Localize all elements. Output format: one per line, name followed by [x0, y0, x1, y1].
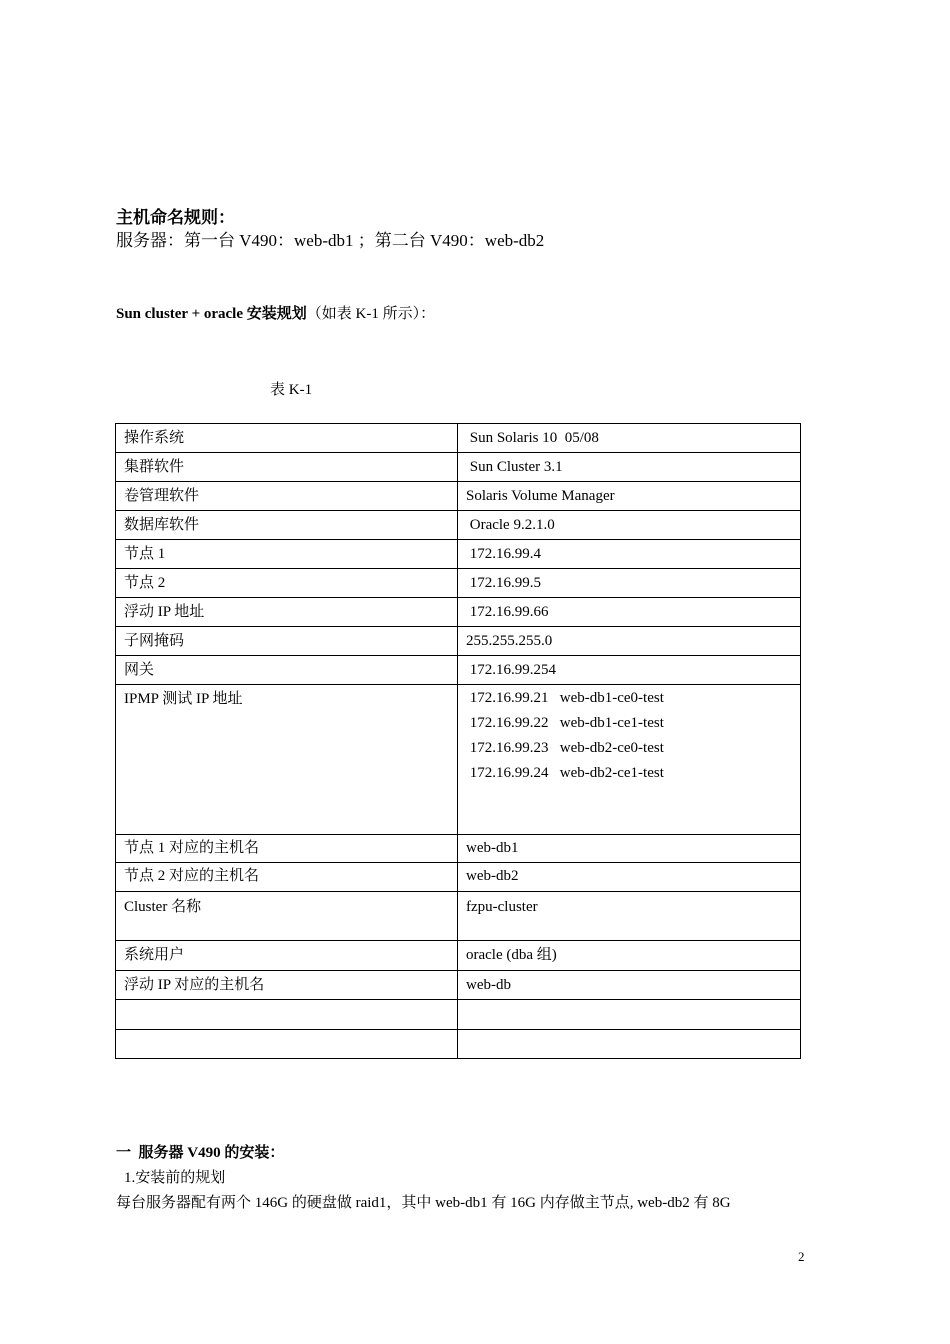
row-label: IPMP 测试 IP 地址 [116, 685, 458, 835]
table-row [116, 971, 801, 1000]
table-row [116, 685, 801, 835]
row-label: 系统用户 [116, 941, 458, 971]
table-row [116, 892, 801, 941]
table-row [116, 1000, 801, 1030]
row-value-list [458, 685, 801, 835]
row-label [116, 1000, 458, 1030]
config-table [115, 423, 801, 1059]
row-value: Solaris Volume Manager [458, 482, 801, 511]
heading: 主机命名规则： [116, 208, 235, 227]
table-caption: 表 K-1 [270, 382, 313, 398]
table-row [116, 863, 801, 892]
row-label: Cluster 名称 [116, 892, 458, 941]
ipmp-entry: 172.16.99.22 web-db1-ce1-test [466, 715, 664, 731]
ipmp-entry: 172.16.99.24 web-db2-ce1-test [466, 765, 664, 781]
row-value: Oracle 9.2.1.0 [458, 511, 801, 540]
row-label: 节点 1 [116, 540, 458, 569]
row-label: 节点 1 对应的主机名 [116, 835, 458, 863]
plan-rest: （如表 K-1 所示）： [306, 306, 436, 322]
row-label: 浮动 IP 对应的主机名 [116, 971, 458, 1000]
row-value [458, 1030, 801, 1059]
row-value: oracle (dba 组) [458, 941, 801, 971]
table-row [116, 482, 801, 511]
section-body: 每台服务器配有两个 146G 的硬盘做 raid1，其中 web-db1 有 16G 内存做主节点, web-db2 有 8G [116, 1195, 731, 1211]
table-row [116, 540, 801, 569]
row-value: 172.16.99.66 [458, 598, 801, 627]
row-label: 网关 [116, 656, 458, 685]
row-label: 浮动 IP 地址 [116, 598, 458, 627]
servers-line: 服务器：第一台 V490：web-db1 ；第二台 V490：web-db2 [116, 231, 545, 250]
row-value: web-db1 [458, 835, 801, 863]
row-value: 172.16.99.5 [458, 569, 801, 598]
table-row [116, 835, 801, 863]
row-label: 子网掩码 [116, 627, 458, 656]
row-label: 卷管理软件 [116, 482, 458, 511]
table-row [116, 598, 801, 627]
table-row [116, 511, 801, 540]
row-label [116, 1030, 458, 1059]
table-row [116, 453, 801, 482]
row-label: 集群软件 [116, 453, 458, 482]
row-label: 数据库软件 [116, 511, 458, 540]
row-label: 操作系统 [116, 424, 458, 453]
table-row [116, 656, 801, 685]
section-title: 一 服务器 V490 的安装： [116, 1145, 285, 1161]
plan-bold: Sun cluster + oracle 安装规划 [116, 306, 307, 322]
section-subtitle: 1.安装前的规划 [124, 1170, 226, 1186]
row-label: 节点 2 对应的主机名 [116, 863, 458, 892]
plan-line [116, 302, 435, 323]
ipmp-entry: 172.16.99.23 web-db2-ce0-test [466, 740, 664, 756]
table-row [116, 569, 801, 598]
row-value: Sun Solaris 10 05/08 [458, 424, 801, 453]
table-row [116, 627, 801, 656]
row-value: web-db2 [458, 863, 801, 892]
row-value: 172.16.99.254 [458, 656, 801, 685]
row-label: 节点 2 [116, 569, 458, 598]
row-value [458, 1000, 801, 1030]
table-row [116, 1030, 801, 1059]
row-value: 255.255.255.0 [458, 627, 801, 656]
row-value: 172.16.99.4 [458, 540, 801, 569]
table-row [116, 424, 801, 453]
table-row [116, 941, 801, 971]
row-value: web-db [458, 971, 801, 1000]
row-value: Sun Cluster 3.1 [458, 453, 801, 482]
page-number: 2 [798, 1249, 805, 1264]
ipmp-entry: 172.16.99.21 web-db1-ce0-test [466, 690, 664, 706]
row-value: fzpu-cluster [458, 892, 801, 941]
